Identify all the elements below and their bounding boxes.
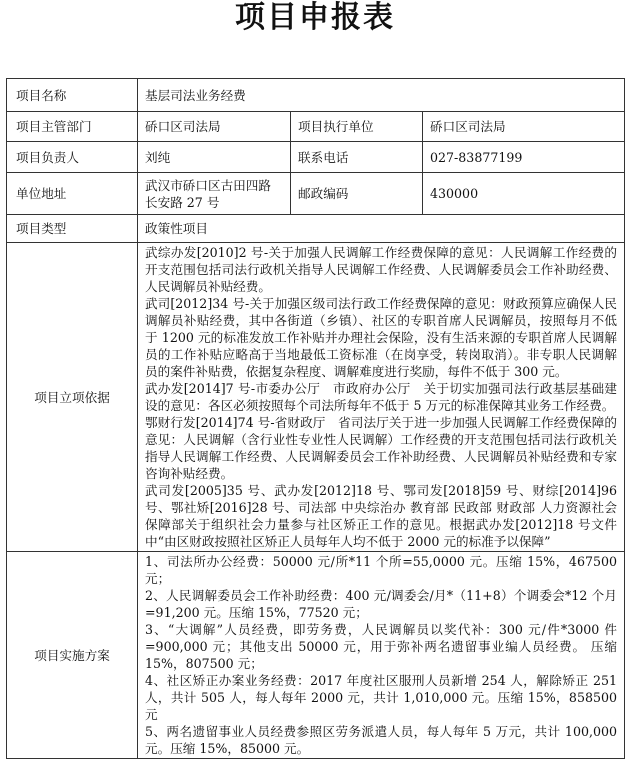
leader-value: 刘纯 (138, 142, 291, 173)
project-basis-label: 项目立项依据 (7, 243, 138, 552)
project-type-value: 政策性项目 (138, 215, 625, 243)
executing-unit-value: 硚口区司法局 (423, 112, 625, 142)
plan-item: 1、司法所办公经费：50000 元/所*11 个所=55,0000 元。压缩 15%，467500 元； (145, 554, 618, 586)
row-department (7, 112, 625, 142)
plan-item: 5、两名遗留事业人员经费参照区劳务派遣人员，每人每年 5 万元，共计 100,000 元。压缩 15%，85000 元。 (145, 724, 618, 756)
row-implementation-plan (7, 552, 625, 759)
project-name-value: 基层司法业务经费 (138, 79, 625, 112)
basis-paragraph: 鄂财行发[2014]74 号-省财政厅 省司法厅关于进一步加强人民调解工作经费保障的意见：人民调解（含行业性专业性人民调解）工作经费的开支范围包括司法行政机关指导人民调解工作经费、人民调解委员会工作补助经费、人民调解员补贴经费和专家咨询补贴经费。 (145, 415, 618, 481)
address-value: 武汉市硚口区古田四路长安路 27 号 (138, 173, 291, 215)
row-address (7, 173, 625, 215)
address-label: 单位地址 (7, 173, 138, 215)
project-basis-content (138, 243, 625, 552)
plan-item: 2、人民调解委员会工作补助经费：400 元/调委会/月*（11+8）个调委会*12 个月=91,200 元。压缩 15%，77520 元； (145, 588, 618, 620)
phone-value: 027-83877199 (423, 142, 625, 173)
postcode-label: 邮政编码 (291, 173, 423, 215)
row-leader (7, 142, 625, 173)
plan-item: 4、社区矫正办案业务经费：2017 年度社区服刑人员新增 254 人，解除矫正 251 人，共计 505 人，每人每年 2000 元，共计 1,010,000 元。压缩 15%，858500 元 (145, 673, 618, 722)
postcode-value: 430000 (423, 173, 625, 215)
basis-paragraph: 武综办发[2010]2 号-关于加强人民调解工作经费保障的意见：人民调解工作经费的开支范围包括司法行政机关指导人民调解工作经费、人民调解委员会工作补助经费、人民调解员补贴经费。 (145, 245, 618, 294)
row-project-type (7, 215, 625, 243)
page-title: 项目申报表 (235, 0, 395, 35)
project-type-label: 项目类型 (7, 215, 138, 243)
phone-label: 联系电话 (291, 142, 423, 173)
implementation-plan-content (138, 552, 625, 759)
implementation-plan-label: 项目实施方案 (7, 552, 138, 759)
row-project-basis (7, 243, 625, 552)
supervising-dept-value: 硚口区司法局 (138, 112, 291, 142)
plan-item: 3、“大调解”人员经费，即劳务费，人民调解员以奖代补：300 元/件*3000 件=900,000 元；其他支出 50000 元，用于弥补两名遗留事业编人员经费。 压缩 15%，807500 元； (145, 622, 618, 671)
supervising-dept-label: 项目主管部门 (7, 112, 138, 142)
executing-unit-label: 项目执行单位 (291, 112, 423, 142)
row-project-name (7, 79, 625, 112)
basis-paragraph: 武司[2012]34 号-关于加强区级司法行政工作经费保障的意见：财政预算应确保人民调解员补贴经费，其中各街道（乡镇）、社区的专职首席人民调解员，按照每月不低于 1200 元的标准发放工作补贴并办理社会保险，没有生活来源的专职首席人民调解员的工作补贴应略高于当地最低工资标准（在岗享受，转岗取消）。非专职人民调解员的案件补贴费，依据复杂程度、调解难度进行奖励，每件不低于 300 元。 (145, 296, 618, 379)
project-name-label: 项目名称 (7, 79, 138, 112)
basis-paragraph: 武司发[2005]35 号、武办发[2012]18 号、鄂司发[2018]59 号、财综[2014]96 号、鄂社矫[2016]28 号、司法部 中央综治办 教育部 民政部 财政部 人力资源社会保障部关于组织社会力量参与社区矫正工作的意见。根据武办发[2012]18 号文件中“由区财政按照社区矫正人员每年人均不低于 2000 元的标准予以保障” (145, 483, 618, 549)
basis-paragraph: 武办发[2014]7 号-市委办公厅 市政府办公厅 关于切实加强司法行政基层基础建设的意见：各区必须按照每个司法所每年不低于 5 万元的标准保障其业务工作经费。 (145, 381, 618, 413)
leader-label: 项目负责人 (7, 142, 138, 173)
application-form-table (6, 78, 625, 759)
